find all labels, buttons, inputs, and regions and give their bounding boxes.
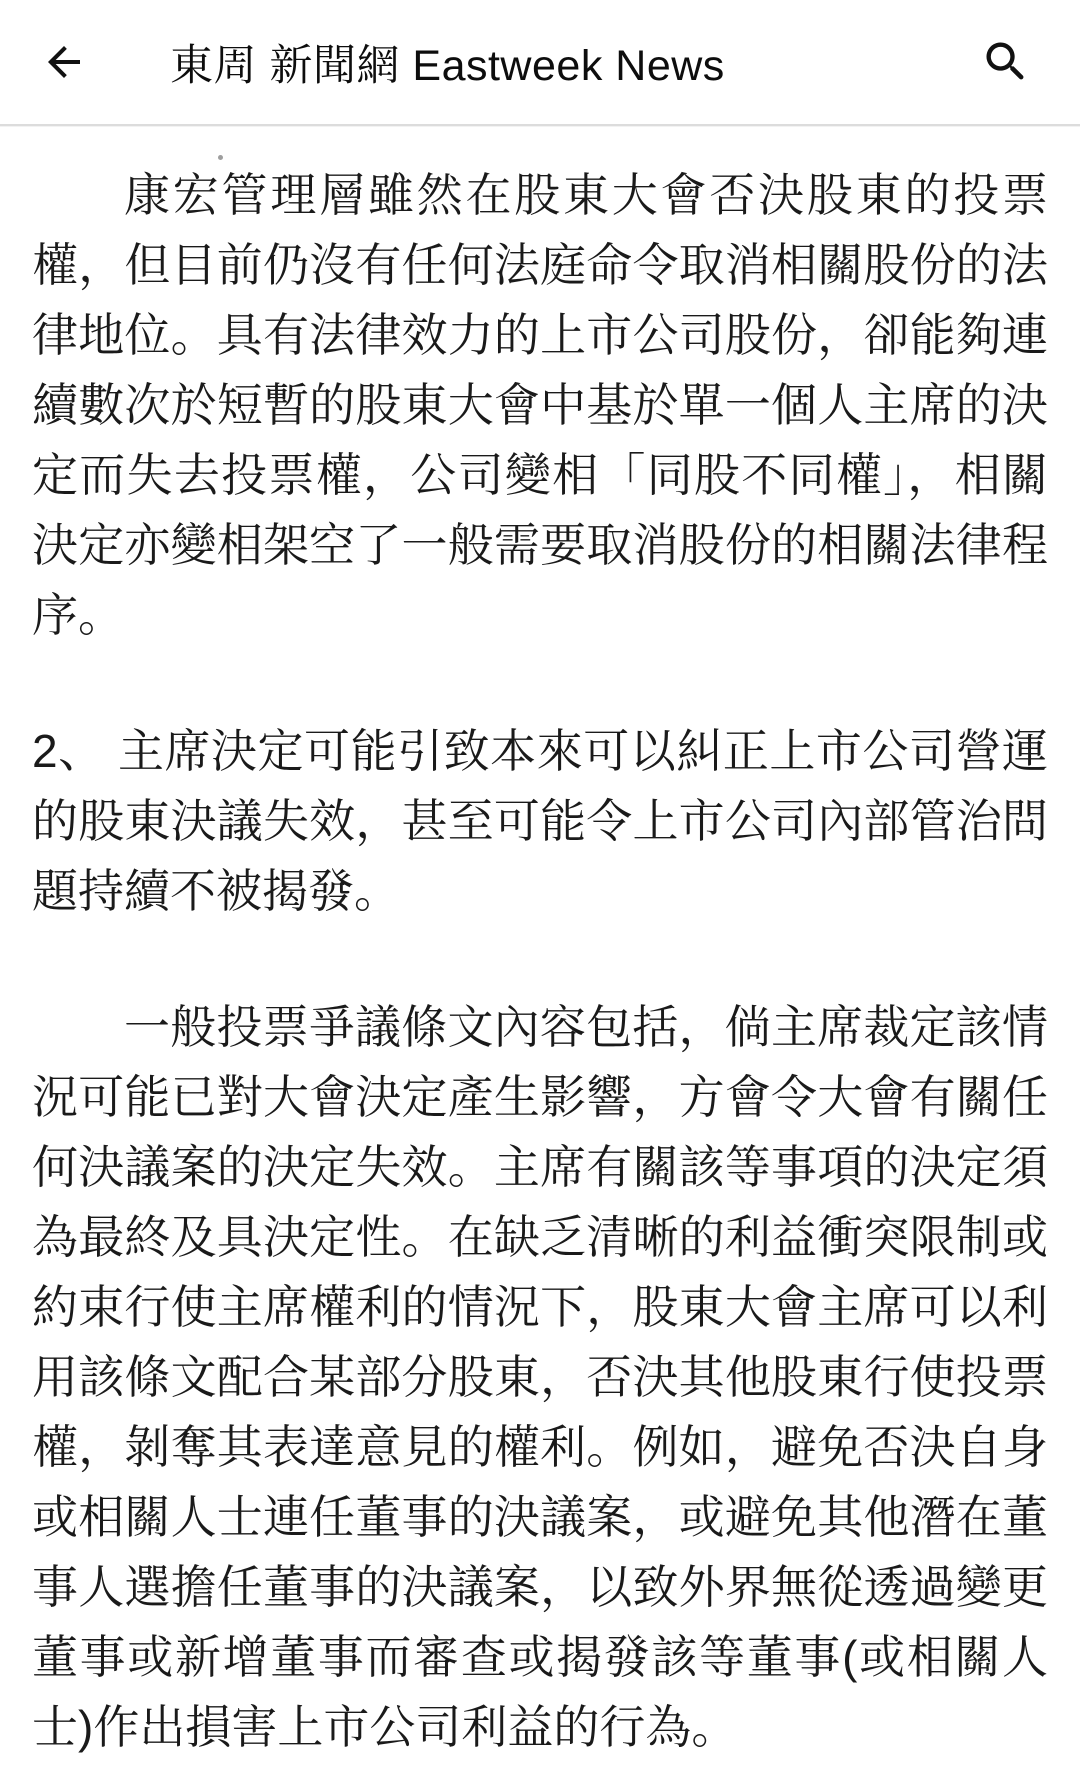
back-button[interactable] <box>40 38 88 86</box>
article-body[interactable] <box>0 126 1080 1762</box>
search-button[interactable] <box>980 36 1032 88</box>
page-title: 東周 新聞網 Eastweek News <box>170 41 725 90</box>
app-bar <box>0 0 1080 126</box>
article-paragraph: 一般投票爭議條文內容包括，倘主席裁定該情況可能已對大會決定產生影響，方會令大會有關任何決議案的決定失效。主席有關該等事項的決定須為最終及具決定性。在缺乏清晰的利益衝突限制或約束行使主席權利的情況下，股東大會主席可以利用該條文配合某部分股東，否決其他股東行使投票權，剝奪其表達意見的權利。例如，避免否決自身或相關人士連任董事的決議案，或避免其他潛在董事人選擔任董事的決議案，以致外界無從透過變更董事或新增董事而審查或揭發該等董事(或相關人士)作出損害上市公司利益的行為。 <box>32 1001 1048 1753</box>
search-icon <box>980 36 1032 88</box>
article-paragraph: 2、 主席決定可能引致本來可以糾正上市公司營運的股東決議失效，甚至可能令上市公司內部管治問題持續不被揭發。 <box>32 725 1048 917</box>
back-arrow-icon <box>40 38 88 86</box>
speck-artifact <box>218 155 223 160</box>
article-paragraph: 康宏管理層雖然在股東大會否決股東的投票權，但目前仍沒有任何法庭命令取消相關股份的法律地位。具有法律效力的上市公司股份，卻能夠連續數次於短暫的股東大會中基於單一個人主席的決定而失去投票權，公司變相「同股不同權」，相關決定亦變相架空了一般需要取消股份的相關法律程序。 <box>32 169 1048 641</box>
